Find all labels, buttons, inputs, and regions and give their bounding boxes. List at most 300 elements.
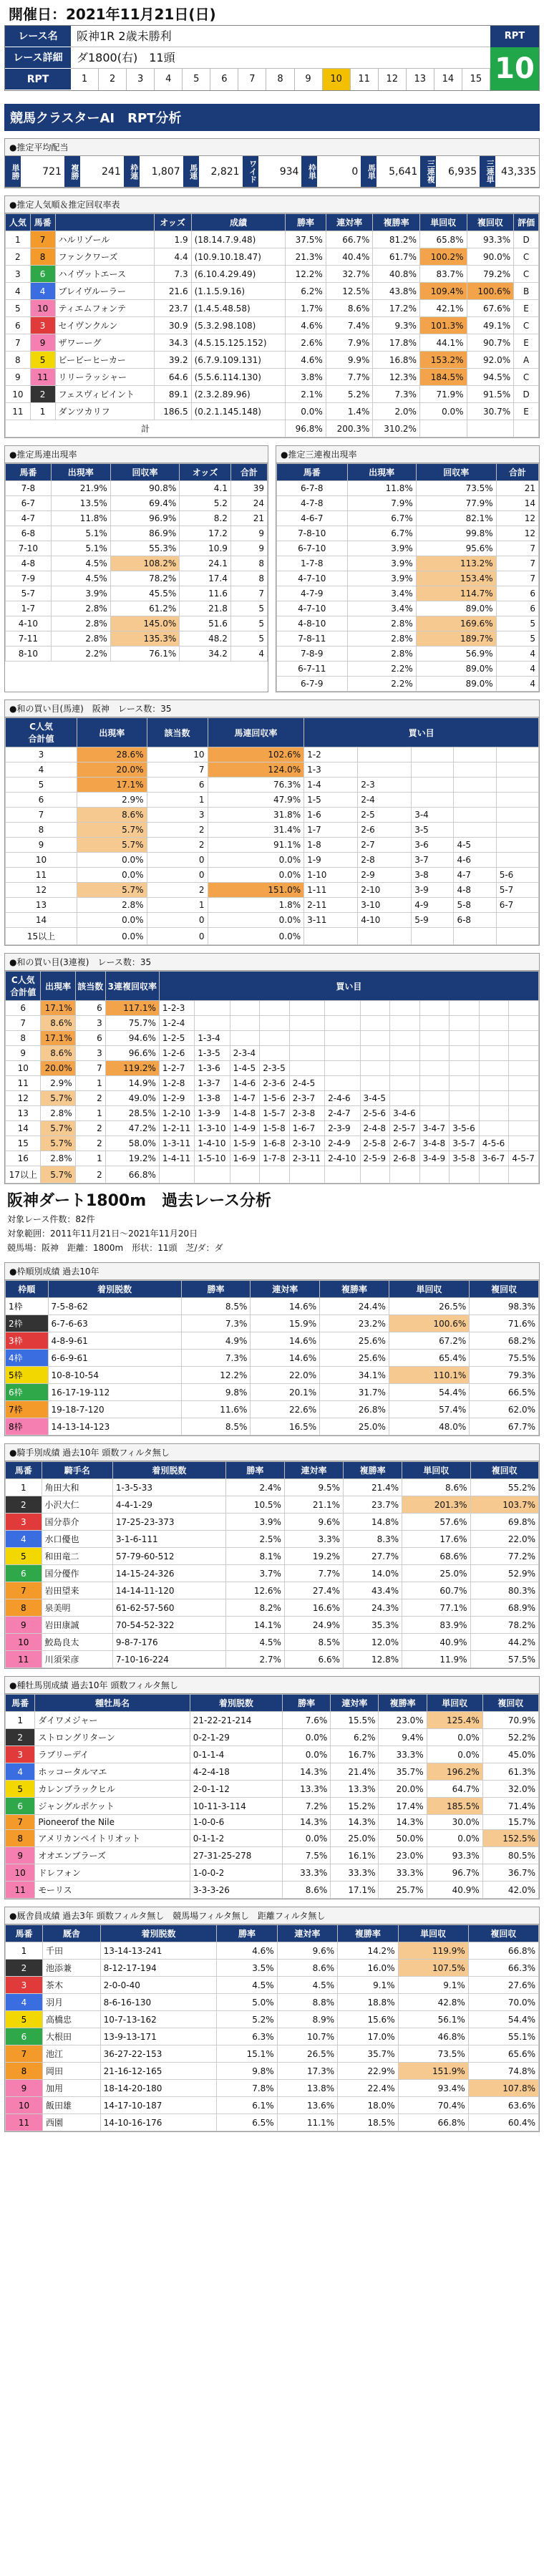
table-cell: 5 [230, 601, 267, 616]
table-cell: 25.0% [320, 1418, 389, 1435]
table-cell: 7 [30, 231, 55, 248]
buy-cell: 4-10 [358, 913, 412, 928]
column-header: 買い目 [159, 972, 538, 1001]
column-header: 勝率 [217, 1925, 277, 1942]
buy-cell [360, 1016, 390, 1031]
table-row [6, 317, 539, 334]
buy-cell [509, 1016, 539, 1031]
buy-cell: 2-11 [304, 898, 358, 913]
table-cell: 70.9% [482, 1712, 538, 1729]
table-cell: 9.8% [217, 2063, 277, 2080]
table-cell: 6-7 [6, 496, 52, 511]
table-cell: 89.0% [416, 662, 496, 677]
column-header: 着別脱数 [190, 1695, 282, 1712]
table-cell: 57-79-60-512 [112, 1548, 225, 1565]
buy-cell [260, 1031, 290, 1046]
table-cell: 19-18-7-120 [48, 1401, 181, 1418]
table-cell: 1.7% [286, 300, 326, 317]
table-cell: 7 [496, 556, 538, 571]
column-header: 複回収 [468, 1925, 538, 1942]
table-cell: 56.1% [398, 2011, 468, 2028]
table-cell: 2.9% [77, 793, 147, 808]
table-cell: 48.0% [389, 1418, 469, 1435]
buy-cell: 1-2-5 [159, 1031, 194, 1046]
table-cell: Pioneerof the Nile [35, 1815, 190, 1830]
table-cell: 40.4% [326, 248, 373, 266]
table-cell: 119.9% [398, 1942, 468, 1960]
table-cell: 3 [6, 1746, 35, 1763]
table-cell: 108.2% [110, 556, 179, 571]
table-row [6, 1864, 539, 1882]
table-cell: 74.8% [468, 2063, 538, 2080]
column-header: 単回収 [402, 1462, 470, 1479]
table-cell: 1.9 [154, 231, 191, 248]
date-heading: 開催日：2021年11月21日(日) [9, 6, 216, 23]
sanrenpuku-section [276, 445, 540, 692]
table-cell: 79.3% [470, 1367, 539, 1384]
table-header [6, 1281, 539, 1298]
table-cell: 10 [6, 1061, 41, 1076]
table-cell: 94.5% [467, 369, 514, 386]
table-cell: 11.8% [51, 511, 110, 526]
table-cell: 35.7% [338, 2045, 398, 2063]
table-cell: 47.9% [208, 793, 304, 808]
buy-cell [390, 1091, 420, 1106]
table-row [6, 1582, 539, 1599]
table-cell: 34.2 [180, 647, 231, 662]
table-cell: 6-7-8 [277, 481, 348, 496]
table-cell: 千田 [43, 1942, 101, 1960]
column-header: 馬番 [6, 464, 52, 481]
table-cell: 0.0% [427, 1729, 482, 1746]
table-cell: ファンクワーズ [55, 248, 154, 266]
buy-cell: 2-4-10 [325, 1151, 360, 1166]
buy-cell: 1-5-6 [260, 1091, 290, 1106]
table-cell: 11 [6, 1076, 41, 1091]
table-row [6, 1076, 539, 1091]
table-row [6, 1781, 539, 1798]
rpt-scale-cell: 5 [183, 69, 210, 90]
table-cell: 55.3% [110, 541, 179, 556]
buy-cell: 1-9 [304, 853, 358, 868]
table-cell: カレンブラックヒル [35, 1781, 190, 1798]
table-cell: 83.9% [402, 1617, 470, 1634]
table-cell: 81.2% [373, 231, 420, 248]
table-cell: 岩田望来 [42, 1582, 112, 1599]
table-row [6, 334, 539, 352]
total-value: 310.2% [373, 420, 420, 437]
table-cell: E [514, 300, 539, 317]
buy-cell: 1-6-8 [260, 1136, 290, 1151]
table-cell: 4.6% [217, 1942, 277, 1960]
table-row [277, 571, 539, 586]
table-cell: E [514, 334, 539, 352]
table-cell: 71.9% [419, 386, 467, 403]
buy-cell: 3-4-5 [360, 1091, 390, 1106]
buy-cell: 3-9 [412, 883, 454, 898]
column-header: 複回収 [470, 1281, 539, 1298]
table-cell: 15.7% [482, 1815, 538, 1830]
table-cell: 10.7% [277, 2028, 337, 2045]
frame-section [4, 1262, 540, 1436]
table-cell: ストロングリターン [35, 1729, 190, 1746]
buy-cell: 5-6 [496, 868, 538, 883]
buy-cell: 2-4-5 [289, 1076, 324, 1091]
table-cell: (18.14.7.9.48) [191, 231, 286, 248]
table-cell: 20.0% [77, 762, 147, 778]
table-cell: 66.8% [105, 1166, 159, 1183]
buy-cell: 1-5-7 [260, 1106, 290, 1121]
table-row [6, 1942, 539, 1960]
table-cell: 5 [496, 616, 538, 631]
buy-cell [412, 747, 454, 762]
column-header: 馬番 [30, 214, 55, 231]
table-cell: 96.6% [105, 1046, 159, 1061]
table-row [6, 352, 539, 369]
race-name-label: レース名 [5, 26, 71, 47]
table-row [6, 1418, 539, 1435]
column-header: 複勝率 [338, 1925, 398, 1942]
frame-table [5, 1280, 539, 1435]
umaren-buy-title: ●和の買い目(馬連) 阪神 レース数：35 [5, 700, 539, 717]
table-cell: 5.7% [77, 823, 147, 838]
buy-cell: 2-10 [358, 883, 412, 898]
buy-cell: 3-6-7 [479, 1151, 509, 1166]
table-row [6, 1121, 539, 1136]
buy-cell: 1-3 [304, 762, 358, 778]
table-cell: 0.0% [208, 913, 304, 928]
table-row [277, 677, 539, 692]
table-cell: 3.9% [347, 571, 416, 586]
table-cell: 4.6% [286, 352, 326, 369]
table-cell: 69.8% [470, 1514, 538, 1531]
umaren-section [4, 445, 268, 692]
avg-key: 枠単 [301, 156, 317, 187]
table-cell: 9 [6, 838, 77, 853]
column-header: 着別脱数 [112, 1462, 225, 1479]
table-cell: 8.5% [284, 1634, 343, 1651]
table-cell: 14.3% [379, 1815, 427, 1830]
table-cell: 6.5% [217, 2114, 277, 2131]
table-row [6, 1798, 539, 1815]
table-cell: 16.0% [338, 1960, 398, 1977]
table-cell: 2 [147, 823, 208, 838]
table-cell: 21.9% [51, 481, 110, 496]
table-cell: 25.7% [379, 1882, 427, 1899]
table-row [6, 2063, 539, 2080]
table-cell: 8-10 [6, 647, 52, 662]
table-cell: 5 [6, 300, 31, 317]
table-cell: 3-3-3-26 [190, 1882, 282, 1899]
column-header: 連対率 [251, 1281, 320, 1298]
buy-cell: 4-7 [454, 868, 496, 883]
table-cell: 9.9% [326, 352, 373, 369]
column-header: 合計 [496, 464, 538, 481]
table-cell: 2.2% [347, 677, 416, 692]
table-cell: 4.5% [217, 1977, 277, 1994]
table-cell: 3 [6, 1977, 43, 1994]
table-cell: 93.4% [398, 2080, 468, 2097]
avg-key: 馬単 [361, 156, 377, 187]
buy-cell: 1-4-10 [195, 1136, 230, 1151]
buy-cell [509, 1061, 539, 1076]
buy-cell [360, 1046, 390, 1061]
table-cell: 1.8% [208, 898, 304, 913]
table-cell: 17.4% [379, 1798, 427, 1815]
table-cell: 2 [75, 1091, 105, 1106]
table-cell: 2枠 [6, 1315, 49, 1332]
table-cell: (5.5.6.114.130) [191, 369, 286, 386]
table-cell: 小沢大仁 [42, 1496, 112, 1514]
buy-cell [390, 1001, 420, 1016]
table-cell: 2 [6, 1496, 42, 1514]
table-cell: 73.5% [416, 481, 496, 496]
buy-cell [360, 1076, 390, 1091]
buy-cell [289, 1166, 324, 1183]
table-cell: 5 [230, 631, 267, 647]
table-cell: 8枠 [6, 1418, 49, 1435]
buy-cell: 5-7 [496, 883, 538, 898]
buy-cell [289, 1016, 324, 1031]
table-cell: 1 [75, 1151, 105, 1166]
avg-value: 1,807 [151, 166, 180, 178]
table-cell: 0.0% [77, 868, 147, 883]
rpt-scale-cell: 11 [351, 69, 379, 90]
table-cell: 90.0% [467, 248, 514, 266]
table-cell: 17.2 [180, 526, 231, 541]
table-cell: 8.6% [77, 808, 147, 823]
buy-cell: 2-3-9 [325, 1121, 360, 1136]
rpt-value: 10 [490, 47, 539, 90]
buy-cell: 1-3-8 [195, 1091, 230, 1106]
table-cell: 6.2% [331, 1729, 379, 1746]
buy-cell [360, 1166, 390, 1183]
table-cell: 3.4% [347, 601, 416, 616]
buy-cell: 3-6 [412, 838, 454, 853]
buy-cell [450, 1091, 480, 1106]
table-cell: 99.8% [416, 526, 496, 541]
table-cell: 2 [6, 1960, 43, 1977]
table-cell: 0.0% [419, 403, 467, 420]
table-cell: 201.3% [402, 1496, 470, 1514]
table-cell: 19.2% [284, 1548, 343, 1565]
popularity-section [4, 195, 540, 438]
table-cell: 7枠 [6, 1401, 49, 1418]
table-row [6, 1151, 539, 1166]
table-cell: 6-7-10 [277, 541, 348, 556]
table-cell: 4.6% [286, 317, 326, 334]
table-cell: 12 [496, 526, 538, 541]
buy-cell [419, 1076, 450, 1091]
buy-cell [454, 823, 496, 838]
table-cell: 78.2% [110, 571, 179, 586]
table-cell: 31.8% [208, 808, 304, 823]
table-cell: 46.8% [398, 2028, 468, 2045]
table-cell: 12.0% [344, 1634, 402, 1651]
table-cell: 5.2 [180, 496, 231, 511]
table-cell: 23.7% [344, 1496, 402, 1514]
buy-cell [479, 1031, 509, 1046]
table-cell: (10.9.10.18.47) [191, 248, 286, 266]
table-cell: 42.8% [398, 1994, 468, 2011]
table-cell: 26.5% [277, 2045, 337, 2063]
rpt-scale-cell: 1 [71, 69, 99, 90]
table-cell: 1 [6, 231, 31, 248]
table-cell: 3.4% [347, 586, 416, 601]
buy-cell: 1-6-9 [230, 1151, 260, 1166]
table-cell: 10.5% [225, 1496, 284, 1514]
table-cell: 1 [75, 1076, 105, 1091]
past-info-line: 競馬場：阪神 距離：1800m 形状：11頭 芝/ダ：ダ [7, 1243, 223, 1253]
table-cell: 池添兼 [43, 1960, 101, 1977]
table-cell: 17以上 [6, 1166, 41, 1183]
table-cell: 0 [147, 853, 208, 868]
table-cell: 17.2% [373, 300, 420, 317]
table-cell: 14-10-16-176 [100, 2114, 217, 2131]
table-cell: 96.9% [110, 511, 179, 526]
table-cell: 67.6% [467, 300, 514, 317]
table-cell: 6 [75, 1031, 105, 1046]
table-row [6, 2080, 539, 2097]
table-cell: 32.7% [326, 266, 373, 283]
table-row [277, 511, 539, 526]
avg-value: 6,935 [448, 166, 477, 178]
table-cell: 18-14-20-180 [100, 2080, 217, 2097]
table-cell: 5.7% [41, 1091, 75, 1106]
table-cell: 12 [6, 883, 77, 898]
table-cell: 5 [496, 631, 538, 647]
table-cell: 鮫島良太 [42, 1634, 112, 1651]
table-row [6, 2011, 539, 2028]
buy-cell [509, 1046, 539, 1061]
column-header: 成績 [191, 214, 286, 231]
table-row [6, 1746, 539, 1763]
table-cell: 1 [6, 1479, 42, 1496]
buy-cell [325, 1061, 360, 1076]
table-cell: 28.6% [77, 747, 147, 762]
table-cell: 30.7% [467, 403, 514, 420]
jockey-title: ●騎手別成績 過去10年 頭数フィルタ無し [5, 1444, 539, 1461]
table-cell: 18.5% [338, 2114, 398, 2131]
buy-cell [419, 1061, 450, 1076]
buy-cell [509, 1136, 539, 1151]
table-row [277, 631, 539, 647]
umaren-buy-section [4, 699, 540, 946]
table-cell: 10 [6, 2097, 43, 2114]
buy-cell: 1-3-6 [195, 1061, 230, 1076]
table-cell: 1枠 [6, 1298, 49, 1315]
buy-cell: 3-4-6 [390, 1106, 420, 1121]
table-cell: 2.9% [41, 1076, 75, 1091]
table-cell: 35.7% [379, 1763, 427, 1781]
column-header: 買い目 [304, 718, 539, 747]
table-cell: 10 [6, 853, 77, 868]
buy-cell [289, 1001, 324, 1016]
table-cell: ザワーーグ [55, 334, 154, 352]
column-header: 騎手名 [42, 1462, 112, 1479]
table-cell: 4.5% [277, 1977, 337, 1994]
buy-cell [230, 1031, 260, 1046]
table-cell: 9 [6, 1847, 35, 1864]
column-header: 出現率 [347, 464, 416, 481]
table-cell: 21.4% [344, 1479, 402, 1496]
table-cell: 0.0% [283, 1729, 331, 1746]
column-header: 複勝率 [379, 1695, 427, 1712]
column-header: 複回収 [482, 1695, 538, 1712]
table-cell: 0.0% [77, 853, 147, 868]
table-cell: 9 [6, 2080, 43, 2097]
sire-title: ●種牡馬別成績 過去10年 頭数フィルタ無し [5, 1677, 539, 1694]
table-cell: 86.9% [110, 526, 179, 541]
table-row [277, 647, 539, 662]
table-cell: 6 [6, 317, 31, 334]
table-cell: 51.6 [180, 616, 231, 631]
table-cell: 23.0% [379, 1847, 427, 1864]
table-cell: 12.3% [373, 369, 420, 386]
table-cell: 14.6% [251, 1332, 320, 1350]
table-cell: 114.7% [416, 586, 496, 601]
table-cell: 4-10 [6, 616, 52, 631]
table-cell: 22.0% [251, 1367, 320, 1384]
table-cell: 93.3% [467, 231, 514, 248]
table-cell: 55.1% [468, 2028, 538, 2045]
table-cell: 27.7% [344, 1548, 402, 1565]
table-row [6, 631, 268, 647]
table-cell: 5 [230, 616, 267, 631]
table-cell: 21.1% [284, 1496, 343, 1514]
column-header: C人気 合計値 [6, 718, 77, 747]
table-cell: 61.7% [373, 248, 420, 266]
buy-cell [419, 1001, 450, 1016]
table-cell: 8.3% [344, 1531, 402, 1548]
table-cell: 2.2% [51, 647, 110, 662]
table-cell: 15.5% [331, 1712, 379, 1729]
table-row [277, 481, 539, 496]
avg-payout-section [4, 138, 540, 188]
table-cell: 2.8% [347, 631, 416, 647]
table-cell: 4-2-4-18 [190, 1763, 282, 1781]
table-cell: 12 [6, 1091, 41, 1106]
table-cell: 8.5% [181, 1418, 251, 1435]
table-cell: 4枠 [6, 1350, 49, 1367]
table-cell: 8.5% [181, 1298, 251, 1315]
table-cell: 8 [30, 248, 55, 266]
table-cell: 14-15-24-326 [112, 1565, 225, 1582]
column-header: 馬番 [6, 1925, 43, 1942]
table-cell: 68.2% [470, 1332, 539, 1350]
buy-cell: 2-7 [358, 838, 412, 853]
table-cell: 6 [6, 1001, 41, 1016]
buy-cell [479, 1166, 509, 1183]
table-cell: 6.7% [347, 511, 416, 526]
buy-cell [419, 1091, 450, 1106]
table-cell: 36-27-22-153 [100, 2045, 217, 2063]
table-cell: 6-7-6-63 [48, 1315, 181, 1332]
table-cell: リリーラッシャー [55, 369, 154, 386]
table-cell: 7-9 [6, 571, 52, 586]
column-header: 馬番 [6, 1462, 42, 1479]
column-header: 単回収 [398, 1925, 468, 1942]
table-cell: 11.1% [277, 2114, 337, 2131]
table-cell: 19.2% [105, 1151, 159, 1166]
table-cell: 15.6% [338, 2011, 398, 2028]
table-cell: 40.9% [427, 1882, 482, 1899]
table-cell: 68.6% [402, 1548, 470, 1565]
table-cell: 20.0% [41, 1061, 75, 1076]
table-cell: 40.9% [402, 1634, 470, 1651]
sanrenpuku-table [276, 463, 539, 692]
table-cell: 2.8% [347, 616, 416, 631]
